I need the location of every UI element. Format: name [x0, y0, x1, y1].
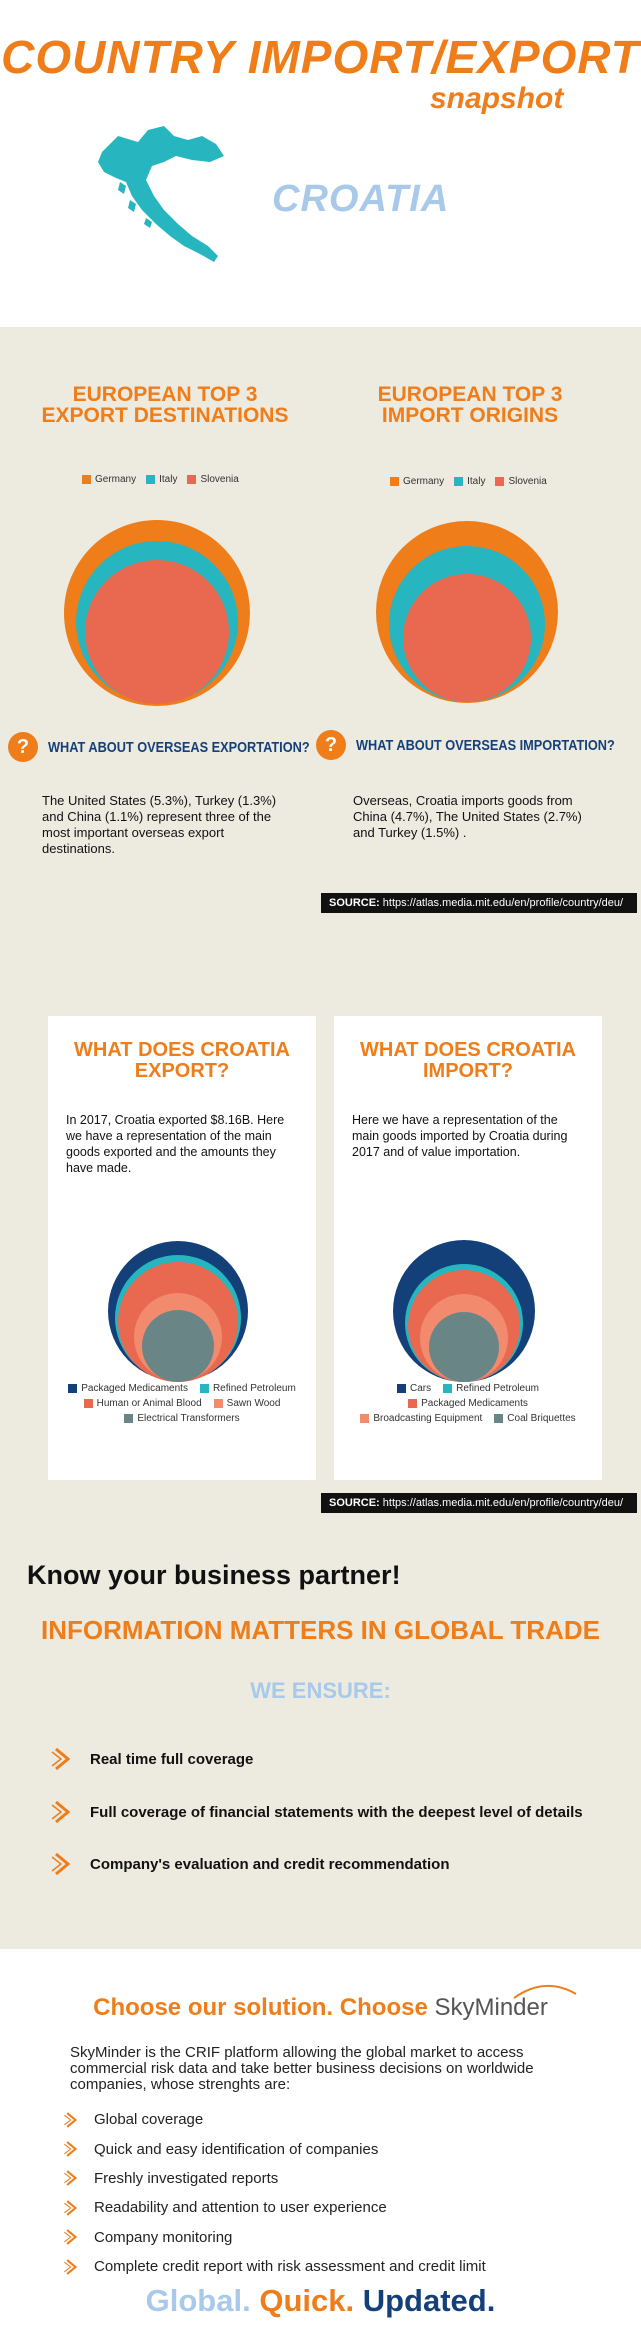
- overseas-export-text: The United States (5.3%), Turkey (1.3%) and China (1.1%) represent three of the most important overseas export destinations.: [42, 793, 277, 856]
- source-link[interactable]: https://atlas.media.mit.edu/en/profile/country/deu/: [382, 897, 624, 909]
- legend-slovenia: Slovenia: [187, 474, 238, 485]
- export-legend: [82, 474, 239, 485]
- feature-item: Complete credit report with risk assessment and credit limit: [62, 2252, 622, 2281]
- import-question-text: WHAT ABOUT OVERSEAS IMPORTATION?: [356, 736, 615, 754]
- import-bubble-chart: [375, 520, 560, 705]
- export-bubble-chart: [62, 518, 252, 708]
- export-goods-legend: Packaged Medicaments Refined Petroleum Human or Animal Blood Sawn Wood Electrical Transformers: [48, 1383, 316, 1424]
- export-goods-chart: [103, 1236, 253, 1386]
- import-goods-legend: Cars Refined Petroleum Packaged Medicaments Broadcasting Equipment Coal Briquettes: [334, 1383, 602, 1424]
- choose-heading: Choose our solution. Choose SkyMinder: [93, 1994, 548, 2021]
- import-card-title: WHAT DOES CROATIA IMPORT?: [360, 1039, 576, 1082]
- main-subtitle: snapshot: [430, 82, 564, 115]
- legend-germany: Germany: [390, 476, 444, 487]
- overseas-import-text: Overseas, Croatia imports goods from China (4.7%), The United States (2.7%) and Turkey (1.5%) .: [353, 793, 582, 840]
- bubble-slovenia: [403, 574, 531, 702]
- import-title-line2: IMPORT ORIGINS: [381, 404, 559, 427]
- import-origins-title: [335, 384, 605, 426]
- export-title-line2: EXPORT DESTINATIONS: [41, 404, 289, 427]
- logo-arc-icon: [510, 1980, 580, 2000]
- legend-italy: Italy: [146, 474, 177, 485]
- export-title-line1: EUROPEAN TOP 3: [72, 383, 258, 406]
- bubble-electrical-transformers: [142, 1310, 214, 1382]
- export-destinations-title: [30, 384, 300, 426]
- feature-item: Global coverage: [62, 2105, 622, 2134]
- skyminder-logo: SkyMinder: [434, 1994, 548, 2021]
- ensure-bullet: Full coverage of financial statements with the deepest level of details: [50, 1799, 583, 1825]
- export-card-text: In 2017, Croatia exported $8.16B. Here we have a representation of the main goods exported and the amounts they have made.: [66, 1113, 285, 1175]
- skyminder-description: SkyMinder is the CRIF platform allowing the global market to access commercial risk data and take better business decisions on worldwide companies, whose strenghts are:: [70, 2044, 534, 2093]
- chevron-right-icon: [62, 2111, 82, 2129]
- we-ensure-label: WE ENSURE:: [250, 1678, 391, 1703]
- chevron-right-icon: [62, 2140, 82, 2158]
- chevron-right-icon: [50, 1851, 76, 1877]
- tagline: [0, 2283, 641, 2319]
- main-title: COUNTRY IMPORT/EXPORT: [1, 31, 640, 83]
- question-icon: ?: [316, 730, 346, 760]
- import-goods-chart: [389, 1236, 539, 1386]
- legend-italy: Italy: [454, 476, 485, 487]
- legend-germany: Germany: [82, 474, 136, 485]
- chevron-right-icon: [50, 1746, 76, 1772]
- overseas-export-question: [8, 732, 356, 762]
- feature-item: Readability and attention to user experience: [62, 2193, 622, 2222]
- export-card: [48, 1016, 316, 1480]
- source-note-1: SOURCE: https://atlas.media.mit.edu/en/profile/country/deu/: [321, 893, 637, 913]
- feature-item: Quick and easy identification of companies: [62, 2134, 622, 2163]
- feature-list: [62, 2105, 622, 2281]
- partner-subheading: INFORMATION MATTERS IN GLOBAL TRADE: [41, 1615, 600, 1645]
- ensure-bullet: Company's evaluation and credit recommendation: [50, 1851, 449, 1877]
- feature-item: Company monitoring: [62, 2223, 622, 2252]
- export-question-text: WHAT ABOUT OVERSEAS EXPORTATION?: [48, 738, 310, 756]
- ensure-bullet: Real time full coverage: [50, 1746, 253, 1772]
- source-link[interactable]: https://atlas.media.mit.edu/en/profile/country/deu/: [382, 1497, 624, 1509]
- chevron-right-icon: [50, 1799, 76, 1825]
- feature-item: Freshly investigated reports: [62, 2164, 622, 2193]
- tagline-updated: Updated.: [362, 2283, 496, 2318]
- tagline-quick: Quick.: [259, 2283, 355, 2318]
- import-legend: [390, 476, 547, 487]
- bubble-coal-briquettes: [429, 1312, 499, 1382]
- partner-heading: Know your business partner!: [27, 1560, 401, 1590]
- question-icon: ?: [8, 732, 38, 762]
- chevron-right-icon: [62, 2199, 82, 2217]
- import-card: [334, 1016, 602, 1480]
- legend-slovenia: Slovenia: [495, 476, 546, 487]
- source-note-2: SOURCE: https://atlas.media.mit.edu/en/profile/country/deu/: [321, 1493, 637, 1513]
- chevron-right-icon: [62, 2258, 82, 2276]
- import-title-line1: EUROPEAN TOP 3: [377, 383, 563, 406]
- country-name: CROATIA: [272, 178, 450, 220]
- croatia-map-icon: [90, 122, 230, 272]
- chevron-right-icon: [62, 2169, 82, 2187]
- export-card-title: WHAT DOES CROATIA EXPORT?: [74, 1039, 290, 1082]
- chevron-right-icon: [62, 2228, 82, 2246]
- overseas-import-question: [316, 730, 641, 760]
- import-card-text: Here we have a representation of the main goods imported by Croatia during 2017 and of value importation.: [352, 1113, 568, 1159]
- bubble-slovenia: [85, 560, 229, 704]
- tagline-global: Global.: [145, 2283, 251, 2318]
